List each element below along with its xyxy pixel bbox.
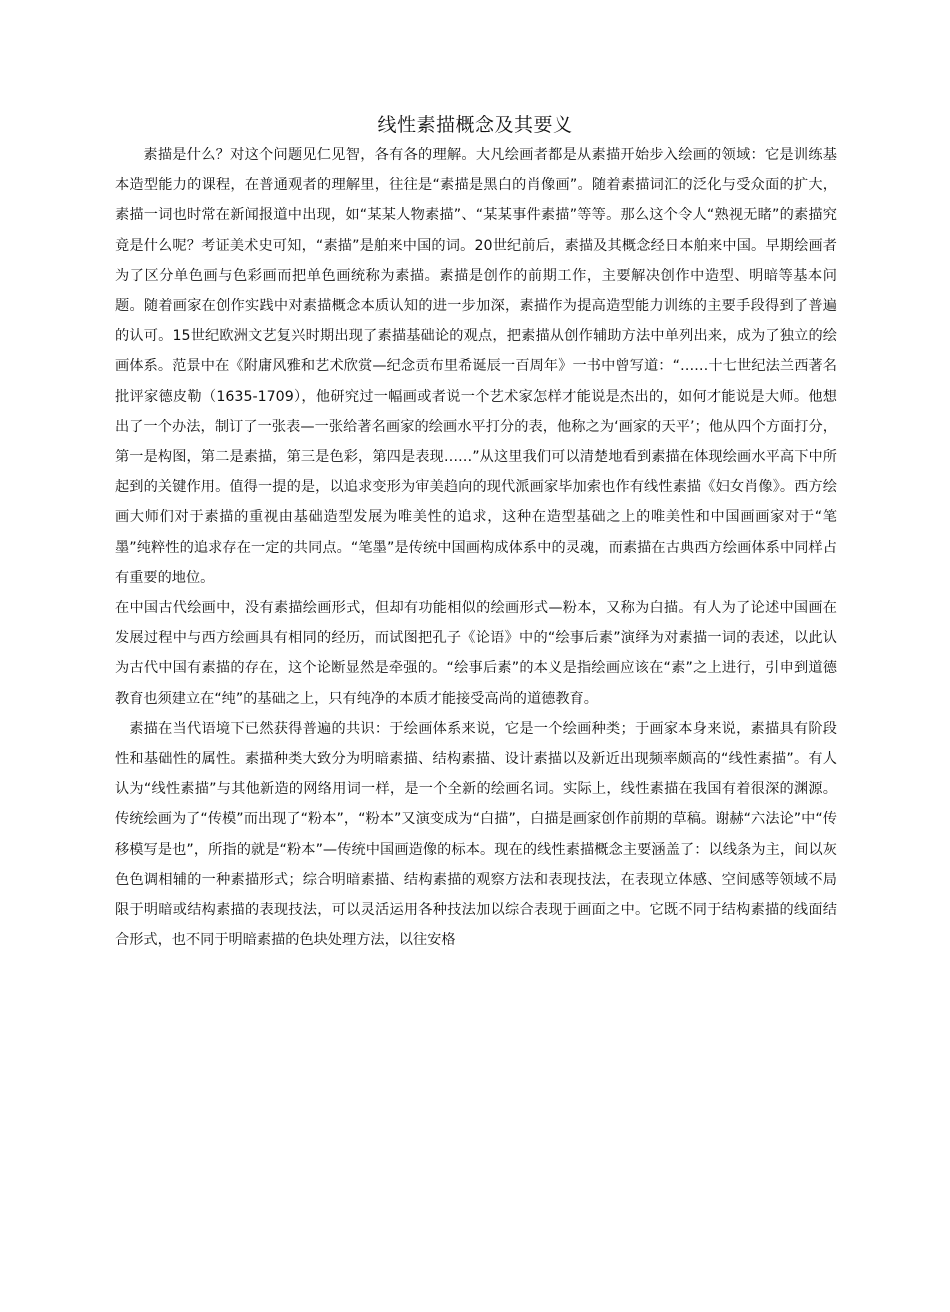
paragraph-3: 素描在当代语境下已然获得普遍的共识：于绘画体系来说，它是一个绘画种类；于画家本身来说，素描具有阶段性和基础性的属性。素描种类大致分为明暗素描、结构素描、设计素描以及新近出现频率颇高的“线性素描”。有人认为“线性素描”与其他新造的网络用词一样，是一个全新的绘画名词。实际上，线性素描在我国有着很深的渊源。传统绘画为了“传模”而出现了“粉本”，“粉本”又演变成为“白描”，白描是画家创作前期的草稿。谢赫“六法论”中“传移模写是也”，所指的就是“粉本”—传统中国画造像的标本。现在的线性素描概念主要涵盖了：以线条为主，间以灰色色调相辅的一种素描形式；综合明暗素描、结构素描的观察方法和表现技法，在表现立体感、空间感等领域不局限于明暗或结构素描的表现技法，可以灵活运用各种技法加以综合表现于画面之中。它既不同于结构素描的线面结合形式，也不同于明暗素描的色块处理方法，以往安格 bbox=[115, 720, 837, 949]
document-body bbox=[115, 140, 837, 955]
paragraph-2: 在中国古代绘画中，没有素描绘画形式，但却有功能相似的绘画形式—粉本，又称为白描。有人为了论述中国画在发展过程中与西方绘画具有相同的经历，而试图把孔子《论语》中的“绘事后素”演绎为对素描一词的表述，以此认为古代中国有素描的存在，这个论断显然是牵强的。“绘事后素”的本义是指绘画应该在“素”之上进行，引申到道德教育也须建立在“纯”的基础之上，只有纯净的本质才能接受高尚的道德教育。 bbox=[115, 600, 837, 707]
document-title: 线性素描概念及其要义 bbox=[377, 113, 573, 136]
paragraph-1: 素描是什么？对这个问题见仁见智，各有各的理解。大凡绘画者都是从素描开始步入绘画的领域：它是训练基本造型能力的课程，在普通观者的理解里，往往是“素描是黑白的肖像画”。随着素描词汇的泛化与受众面的扩大，素描一词也时常在新闻报道中出现，如“某某人物素描”、“某某事件素描”等等。那么这个令人“熟视无睹”的素描究竟是什么呢？考证美术史可知，“素描”是舶来中国的词。20世纪前后，素描及其概念经日本舶来中国。早期绘画者为了区分单色画与色彩画而把单色画统称为素描。素描是创作的前期工作，主要解决创作中造型、明暗等基本问题。随着画家在创作实践中对素描概念本质认知的进一步加深，素描作为提高造型能力训练的主要手段得到了普遍的认可。15世纪欧洲文艺复兴时期出现了素描基础论的观点，把素描从创作辅助方法中单列出来，成为了独立的绘画体系。范景中在《附庸风雅和艺术欣赏—纪念贡布里希诞辰一百周年》一书中曾写道：“……十七世纪法兰西著名批评家德皮勒（1635-1709），他研究过一幅画或者说一个艺术家怎样才能说是杰出的，如何才能说是大师。他想出了一个办法，制订了一张表—一张给著名画家的绘画水平打分的表，他称之为‘画家的天平’；他从四个方面打分，第一是构图，第二是素描，第三是色彩，第四是表现……”从这里我们可以清楚地看到素描在体现绘画水平高下中所起到的关键作用。值得一提的是，以追求变形为审美趋向的现代派画家毕加索也作有线性素描《妇女肖像》。西方绘画大师们对于素描的重视由基础造型发展为唯美性的追求，这种在造型基础之上的唯美性和中国画画家对于“笔墨”纯粹性的追求存在一定的共同点。“笔墨”是传统中国画构成体系中的灵魂，而素描在古典西方绘画体系中同样占有重要的地位。 bbox=[115, 147, 837, 586]
